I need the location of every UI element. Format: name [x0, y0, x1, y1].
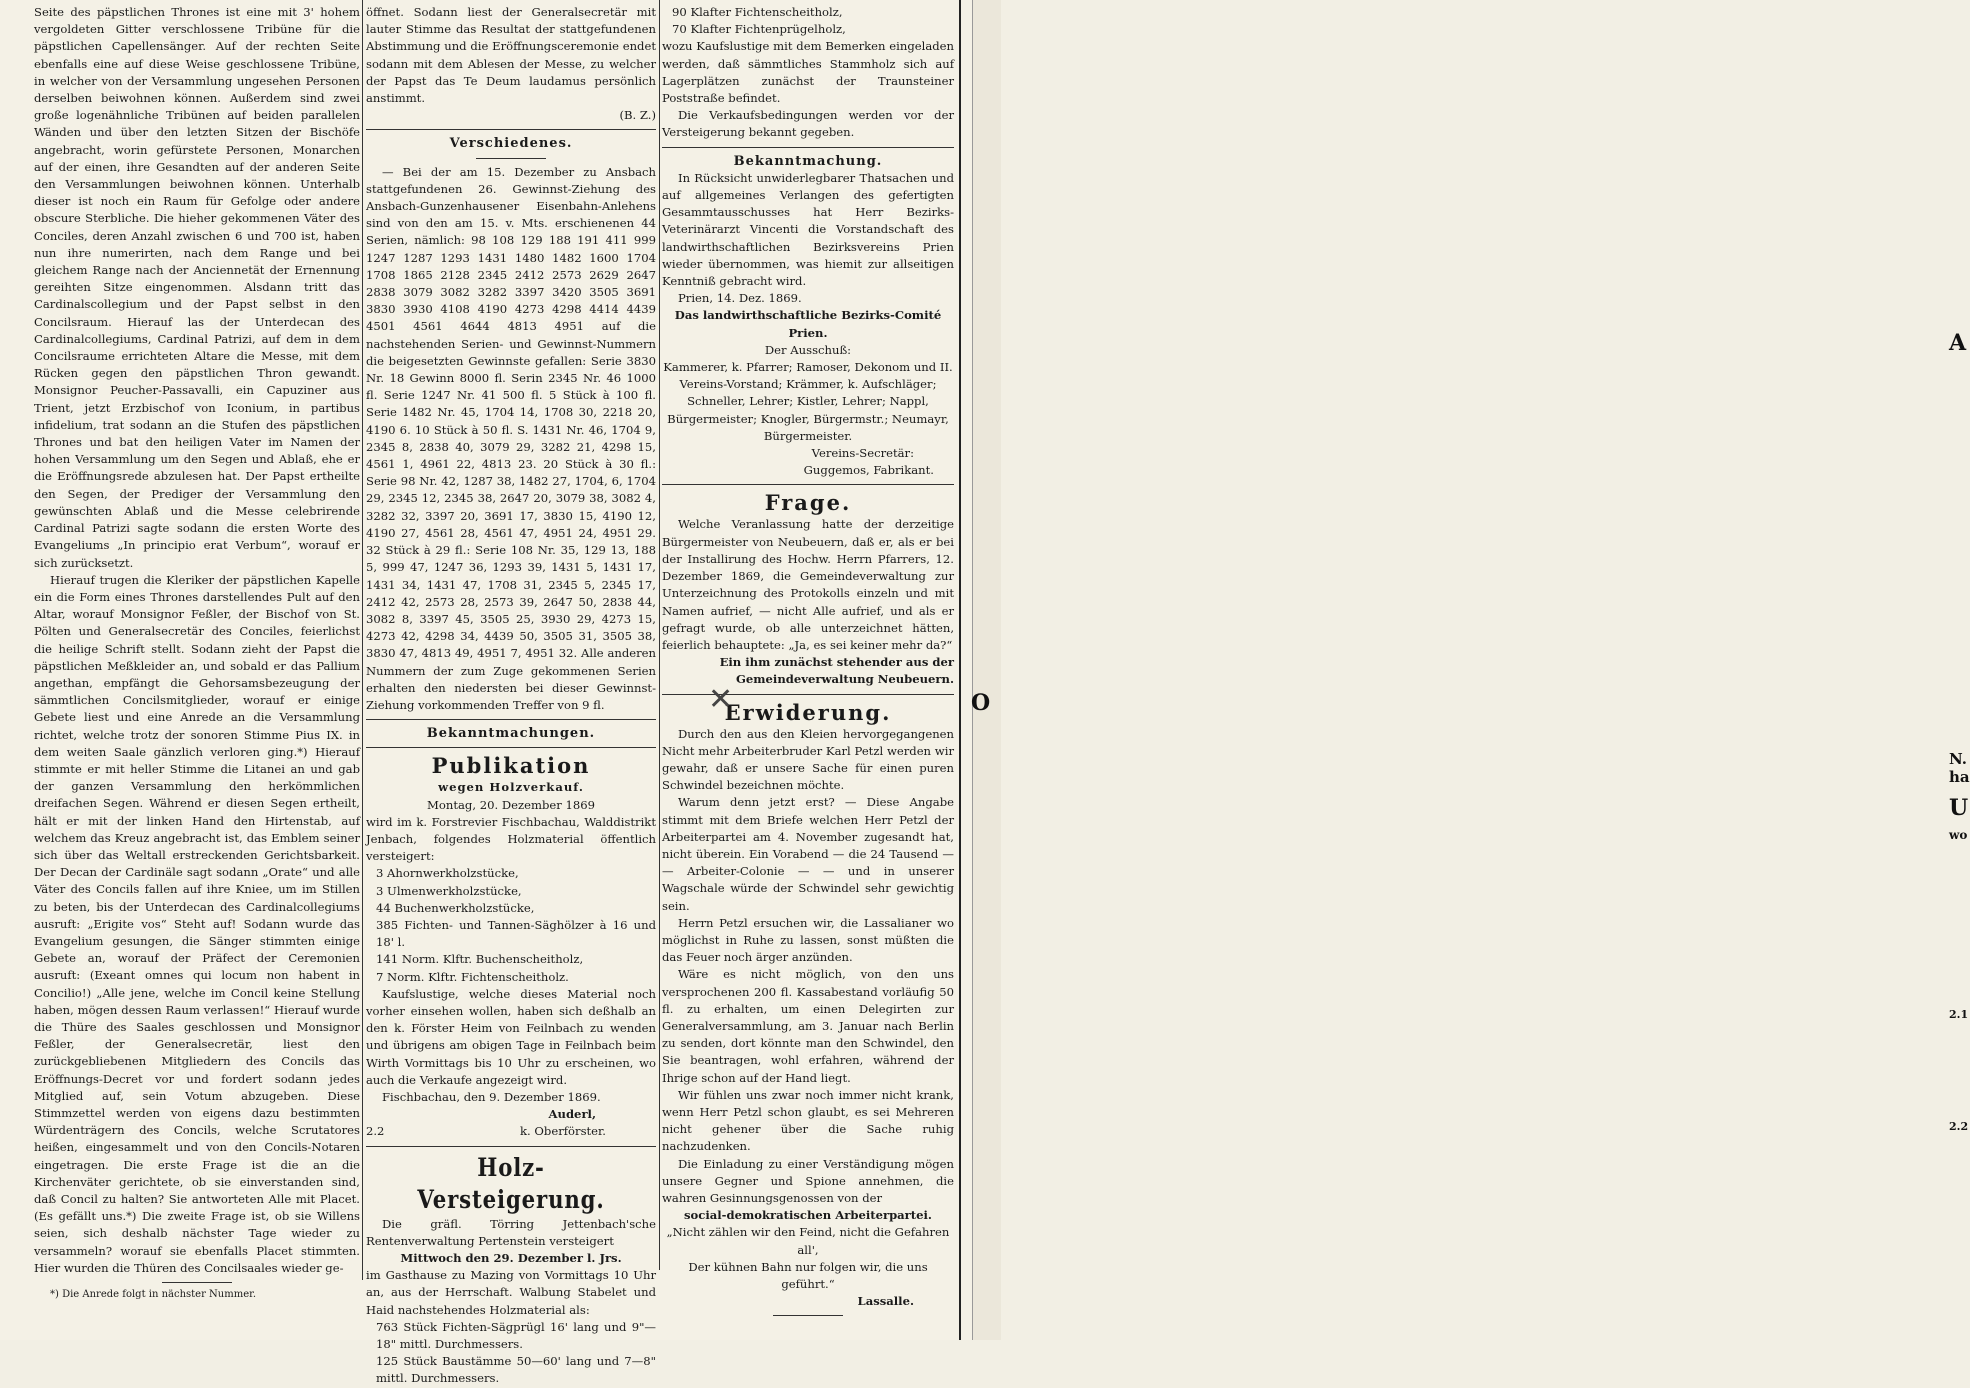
publikation-heading: Publikation — [431, 753, 591, 779]
wood-item: 7 Norm. Klftr. Fichtenscheitholz. — [376, 969, 569, 984]
publikation-date: Montag, 20. Dezember 1869 — [427, 797, 595, 812]
publikation-signature-role: k. Oberförster. — [520, 1124, 606, 1139]
publikation-text-2: Kaufslustige, welche dieses Material noch vorher einsehen wollen, haben sich deßhalb an den k. Förster Heim von Feilnbach zu wenden und übrigens am obigen Tage in Feilnbach beim Wirth Vormittags bis 10 Uhr zu erscheinen, wo auch die Verkaufe angezeigt wird. — [366, 986, 656, 1087]
gutter-fragment: U — [1949, 795, 1969, 821]
verschiedenes-heading: Verschiedenes. — [449, 136, 573, 152]
publikation-signature: Auderl, — [548, 1107, 596, 1122]
erwiderung-paragraph: Durch den aus den Kleien hervorgegangenen Nicht mehr Arbeiterbruder Karl Petzl werden wir gewahr, daß er unsere Sache für einen puren Schwindel bezeichnen möchte. — [662, 726, 954, 793]
publikation-text: wird im k. Forstrevier Fischbachau, Walddistrikt Jenbach, folgendes Holzmaterial öffentlich versteigert: — [366, 814, 656, 864]
section-rule — [366, 1146, 656, 1147]
section-rule — [662, 694, 954, 695]
wood-item: 44 Buchenwerkholzstücke, — [376, 900, 535, 915]
quote-line-1: „Nicht zählen wir den Feind, nicht die Gefahren all', — [666, 1225, 950, 1257]
holz-item: 763 Stück Fichten-Sägprügl 16' lang und 9"—18" mittl. Durchmessers. — [376, 1319, 656, 1352]
wood-item: 385 Fichten- und Tannen-Säghölzer à 16 und 18' l. — [376, 917, 656, 950]
gutter-fragment: wo — [1949, 828, 1968, 842]
erwiderung-heading: Erwiderung. — [724, 699, 892, 725]
lottery-report: — Bei der am 15. Dezember zu Ansbach stattgefundenen 26. Gewinnst-Ziehung des Ansbach-Gunzenhausener Eisenbahn-Anlehens sind von den am 15. v. Mts. erschienenen 44 Serien, nämlich: 98 108 129 188 191 411 999 1247 1287 1293 1431 1480 1482 1600 1704 1708 1865 2128 2345 2412 2573 2629 2647 2838 3079 3082 3282 3397 3420 3505 3691 3830 3930 4108 4190 4273 4298 4414 4439 4501 4561 4644 4813 4951 auf die nachstehenden Serien- und Gewinnst-Nummern die beigesetzten Gewinnste gefallen: Serie 3830 Nr. 18 Gewinn 8000 fl. Serin 2345 Nr. 46 1000 fl. Serie 1247 Nr. 41 500 fl. 5 Stück à 100 fl. Serie 1482 Nr. 45, 1704 14, 1708 30, 2218 20, 4190 6. 10 Stück à 50 fl. S. 1431 Nr. 46, 1704 9, 2345 8, 2838 40, 3079 29, 3282 21, 4298 15, 4561 1, 4961 22, 4813 23. 20 Stück à 30 fl.: Serie 98 Nr. 42, 1287 38, 1482 27, 1704, 6, 1704 29, 2345 12, 2345 38, 2647 20, 3079 38, 3082 4, 3282 32, 3397 20, 3691 17, 3830 15, 4190 12, 4190 27, 4561 28, 4561 47, 4951 24, 4951 29. 32 Stück à 29 fl.: Serie 108 Nr. 35, 129 13, 188 5, 999 47, 1247 36, 1293 39, 1431 5, 1431 17, 1431 34, 1431 47, 1708 31, 2345 5, 2345 17, 2412 42, 2573 28, 2573 39, 2647 50, 2838 44, 3082 8, 3397 45, 3505 25, 3930 29, 4273 15, 4273 42, 4298 34, 4439 50, 3505 31, 3505 38, 3830 47, 4813 49, 4951 7, 4951 32. Alle anderen Nummern der zum Zuge gekommenen Serien erhalten den niedersten bei dieser Gewinnst-Ziehung vorkommenden Treffer von 9 fl. — [366, 164, 656, 712]
gutter-fragment: 2.2 — [1949, 1120, 1969, 1133]
gutter-fragment: O — [971, 690, 991, 716]
footnote-rule — [162, 1282, 232, 1283]
section-rule — [366, 129, 656, 130]
handwritten-x-mark: ✕ — [708, 682, 734, 717]
erwiderung-paragraph: Die Einladung zu einer Verständigung mögen unsere Gegner und Spione annehmen, die wahren Gesinnungsgenossen von der — [662, 1156, 954, 1205]
frage-heading: Frage. — [764, 490, 852, 516]
section-rule — [366, 747, 656, 748]
holz-item: 125 Stück Baustämme 50—60' lang und 7—8" mittl. Durchmessers. — [376, 1354, 656, 1386]
footnote: *) Die Anrede folgt in nächster Nummer. — [50, 1289, 256, 1301]
bekanntmachung-text: In Rücksicht unwiderlegbarer Thatsachen und auf allgemeines Verlangen des gefertigten Gesammtausschusses hat Herr Bezirks-Veterinärarzt Vincenti die Vorstandschaft des landwirthschaftlichen Bezirksvereins Prien wieder übernommen, was hiemit zur allseitigen Kenntniß gebracht wird. — [662, 170, 954, 289]
gutter-fragment: N. — [1949, 750, 1967, 768]
section-rule — [662, 484, 954, 485]
ausschuss-label: Der Ausschuß: — [764, 342, 852, 357]
gutter-fragment: ha — [1949, 768, 1970, 786]
heading-rule — [476, 158, 546, 159]
bekanntmachungen-heading: Bekanntmachungen. — [426, 726, 596, 742]
concil-article-end: öffnet. Sodann liest der Generalsecretär mit lauter Stimme das Resultat der stattgefundenen Abstimmung und die Eröffnungsceremonie endet sodann mit dem Ablesen der Messe, zu welcher der Papst das Te Deum laudamus persönlich anstimmt. — [366, 5, 656, 106]
publikation-place-date: Fischbachau, den 9. Dezember 1869. — [382, 1089, 601, 1104]
column-rule-2 — [659, 0, 660, 1270]
secretary-label: Vereins-Secretär: — [811, 446, 914, 461]
column-middle — [366, 4, 656, 1388]
bekanntmachung-org: Das landwirthschaftliche Bezirks-Comité Prien. — [674, 308, 942, 340]
quote-author: Lassalle. — [857, 1294, 914, 1309]
wood-item: 3 Ahornwerkholzstücke, — [376, 866, 519, 881]
wood-item: 3 Ulmenwerkholzstücke, — [376, 883, 522, 898]
column-rule-1 — [362, 0, 363, 1280]
wood-item: 90 Klafter Fichtenscheitholz, — [672, 5, 843, 19]
gutter-fragment: A — [1949, 330, 1967, 356]
holz-date: Mittwoch den 29. Dezember l. Jrs. — [400, 1251, 622, 1265]
holz-continuation: wozu Kaufslustige mit dem Bemerken eingeladen werden, daß sämmtliches Stammholz sich auf Lagerplätzen zunächst der Traunsteiner Poststraße befindet. — [662, 39, 954, 106]
column-left — [34, 4, 360, 1302]
party-name: social-demokratischen Arbeiterpartei. — [684, 1208, 932, 1223]
frage-text: Welche Veranlassung hatte der derzeitige Bürgermeister von Neubeuern, daß er, als er bei der Installirung des Hochw. Herrn Pfarrers, 12. Dezember 1869, die Gemeindeverwaltung zur Unterzeichnung des Protokolls einzeln und mit Namen aufrief, — nicht Alle aufrief, und als er gefragt wurde, ob alle unterzeichnet hätten, feierlich behauptete: „Ja, es sei keiner mehr da?“ — [662, 517, 954, 652]
holz-text: Die gräfl. Törring Jettenbach'sche Rentenverwaltung Pertenstein versteigert — [366, 1216, 656, 1248]
frage-signature: Ein ihm zunächst stehender aus der Gemeindeverwaltung Neubeuern. — [719, 655, 954, 687]
erwiderung-paragraph: Herrn Petzl ersuchen wir, die Lassalianer wo möglichst in Ruhe zu lassen, sonst müßten die das Feuer noch ärger anzünden. — [662, 915, 954, 965]
bekanntmachung-heading: Bekanntmachung. — [733, 153, 883, 169]
adjacent-page-gutter — [971, 0, 1970, 1340]
gutter-fragment: 2.1 — [1949, 1008, 1969, 1021]
article-source: (B. Z.) — [619, 108, 656, 123]
quote-line-2: Der kühnen Bahn nur folgen wir, die uns geführt.“ — [688, 1259, 928, 1292]
holz-text-2: im Gasthause zu Mazing von Vormittags 10 Uhr an, aus der Herrschaft. Walbung Stabelet und Haid nachstehendes Holzmaterial als: — [366, 1268, 656, 1317]
erwiderung-paragraph: Warum denn jetzt erst? — Diese Angabe stimmt mit dem Briefe welchen Herr Petzl der Arbeiterpartei am 4. November zugesandt hat, nicht überein. Ein Vorabend — die 24 Tausend — — Arbeiter-Colonie — — und in unserer Wagschale würde der Schwindel sehr gewichtig sein. — [662, 795, 954, 913]
wood-item: 70 Klafter Fichtenprügelholz, — [672, 22, 846, 37]
holz-versteigerung-heading: Holz-Versteigerung. — [417, 1152, 605, 1214]
ausschuss-members: Kammerer, k. Pfarrer; Ramoser, Dekonom und II. Vereins-Vorstand; Krämmer, k. Aufschläger; Schneller, Lehrer; Kistler, Lehrer; Nappl, Bürgermeister; Knogler, Bürgermstr.; Neumayr, Bürgermeister. — [663, 360, 953, 443]
secretary-name: Guggemos, Fabrikant. — [803, 463, 934, 478]
page-edge-rule — [959, 0, 961, 1340]
concil-article-paragraph-2: Hierauf trugen die Kleriker der päpstlichen Kapelle ein die Form eines Thrones darstellendes Pult auf den Altar, worauf Monsignor Feßler, der Bischof von St. Pölten und Generalsecretär des Conciles, feierlichst die heilige Schrift stellt. Sodann zieht der Papst die päpstlichen Meßkleider an, und sobald er das Pallium angethan, empfängt die Gehorsamsbezeugung der sämmtlichen Concilsmitglieder, worauf er einige Gebete liest und eine Anrede an die Versammlung richtet, welche trotz der sonoren Stimme Pius IX. in dem weiten Saale gänzlich verloren ging.*) Hierauf stimmte er mit heller Stimme die Litanei an und gab der ganzen Versammlung den herkömmlichen dreifachen Segen. Während er diesen Segen ertheilt, hält er mit der linken Hand den Hirtenstab, auf welchem das Kreuz angebracht ist, das Emblem seiner sich über das Weltall erstreckenden Gerichtsbarkeit. Der Decan der Cardinäle sagt sodann „Orate“ und alle Väter des Concils fallen auf ihre Kniee, um im Stillen zu beten, bis der Unterdecan des Cardinalcollegiums ausruft: „Erigite vos“ Steht auf! Sodann wurde das Evangelium gesungen, die Sänger stimmten einige Gebete an, worauf der Präfect der Ceremonien ausruft: (Exeant omnes qui locum non habent in Concilio!) „Alle jene, welche im Concil keine Stellung haben, mögen dessen Raum verlassen!“ Hierauf wurde die Thüre des Saales geschlossen und Monsignor Feßler, der Generalsecretär, liest den zurückgebliebenen Mitgliedern des Concils das Eröffnungs-Decret vor und fordert sodann jedes Mitglied auf, sein Votum abzugeben. Diese Stimmzettel werden von eigens dazu bestimmten Würdenträgern des Concils, welche Scrutatores heißen, eingesammelt und von den Concils-Notaren eingetragen. Die erste Frage ist die an die Kirchenväter gerichtete, ob sie einverstanden sind, daß Concil zu halten? Sie antworteten Alle mit Placet. (Es gefällt uns.*) Die zweite Frage ist, ob sie Willens seien, sich deshalb nächster Tage wieder zu versammeln? worauf sie ebenfalls Placet stimmten. Hier wurden die Thüren des Concilsaales wieder ge- — [34, 572, 360, 1275]
erwiderung-paragraph: Wäre es nicht möglich, von den uns versprochenen 200 fl. Kassabestand vorläufig 50 fl. zu erhalten, um einen Delegirten zur Generalversammlung, am 3. Januar nach Berlin zu senden, dort könnte man den Schwindel, den Sie beantragen, wohl erfahren, während der Ihrige schon auf der Hand liegt. — [662, 967, 954, 1085]
end-rule — [773, 1315, 843, 1316]
section-rule — [366, 719, 656, 720]
column-right — [662, 4, 954, 1321]
concil-article-paragraph-1: Seite des päpstlichen Thrones ist eine mit 3' hohem vergoldeten Gitter verschlossene Tribüne für die päpstlichen Capellensänger. Auf der rechten Seite ebenfalls eine auf diese Weise geschlossene Tribüne, in welcher von der Versammlung ungesehen Personen derselben beiwohnen können. Außerdem sind zwei große logenähnliche Tribünen auf beiden parallelen Wänden und über den letzten Sitzen der Bischöfe angebracht, worin gefürstete Personen, Monarchen auf der einen, ihre Gesandten auf der anderen Seite den Versammlungen beiwohnen können. Unterhalb dieser ist noch ein Raum für Gefolge oder andere obscure Sterbliche. Die hieher gekommenen Väter des Conciles, deren Anzahl zwischen 6 und 700 ist, haben nun ihre numerirten, nach dem Range und bei gleichem Range nach der Anciennetät der Ernennung gereihten Sitze eingenommen. Alsdann tritt das Cardinalscollegium und der Papst selbst in den Concilsraum. Hierauf las der Unterdecan des Cardinalcollegiums, Cardinal Patrizi, auf dem in dem Concilsraume errichteten Altare die Messe, mit dem Rücken gegen den päpstlichen Thron gewandt. Monsignor Peucher-Passavalli, ein Capuziner aus Trient, jetzt Erzbischof von Iconium, in partibus infidelium, trat sodann an die Stufen des päpstlichen Thrones und bat den heiligen Vater im Namen der hohen Versammlung um den Segen und Ablaß, ehe er die Eröffnungsrede abzulesen hat. Der Papst ertheilte den Segen, der Prediger der Versammlung den gewünschten Ablaß und die Messe celebrirende Cardinal Patrizi sagte sodann die ersten Worte des Evangeliums „In principio erat Verbum“, worauf er sich zurücksetzt. — [34, 5, 360, 570]
holz-conditions: Die Verkaufsbedingungen werden vor der Versteigerung bekannt gegeben. — [662, 108, 954, 140]
publikation-subheading: wegen Holzverkauf. — [438, 780, 584, 795]
bekanntmachung-date: Prien, 14. Dez. 1869. — [678, 291, 802, 306]
wood-item: 141 Norm. Klftr. Buchenscheitholz, — [376, 952, 584, 967]
ad-number: 2.2 — [366, 1124, 385, 1139]
section-rule — [662, 147, 954, 148]
erwiderung-paragraph: Wir fühlen uns zwar noch immer nicht krank, wenn Herr Petzl schon glaubt, es sei Mehreren nicht gehener über die Sache ruhig nachzudenken. — [662, 1087, 954, 1154]
